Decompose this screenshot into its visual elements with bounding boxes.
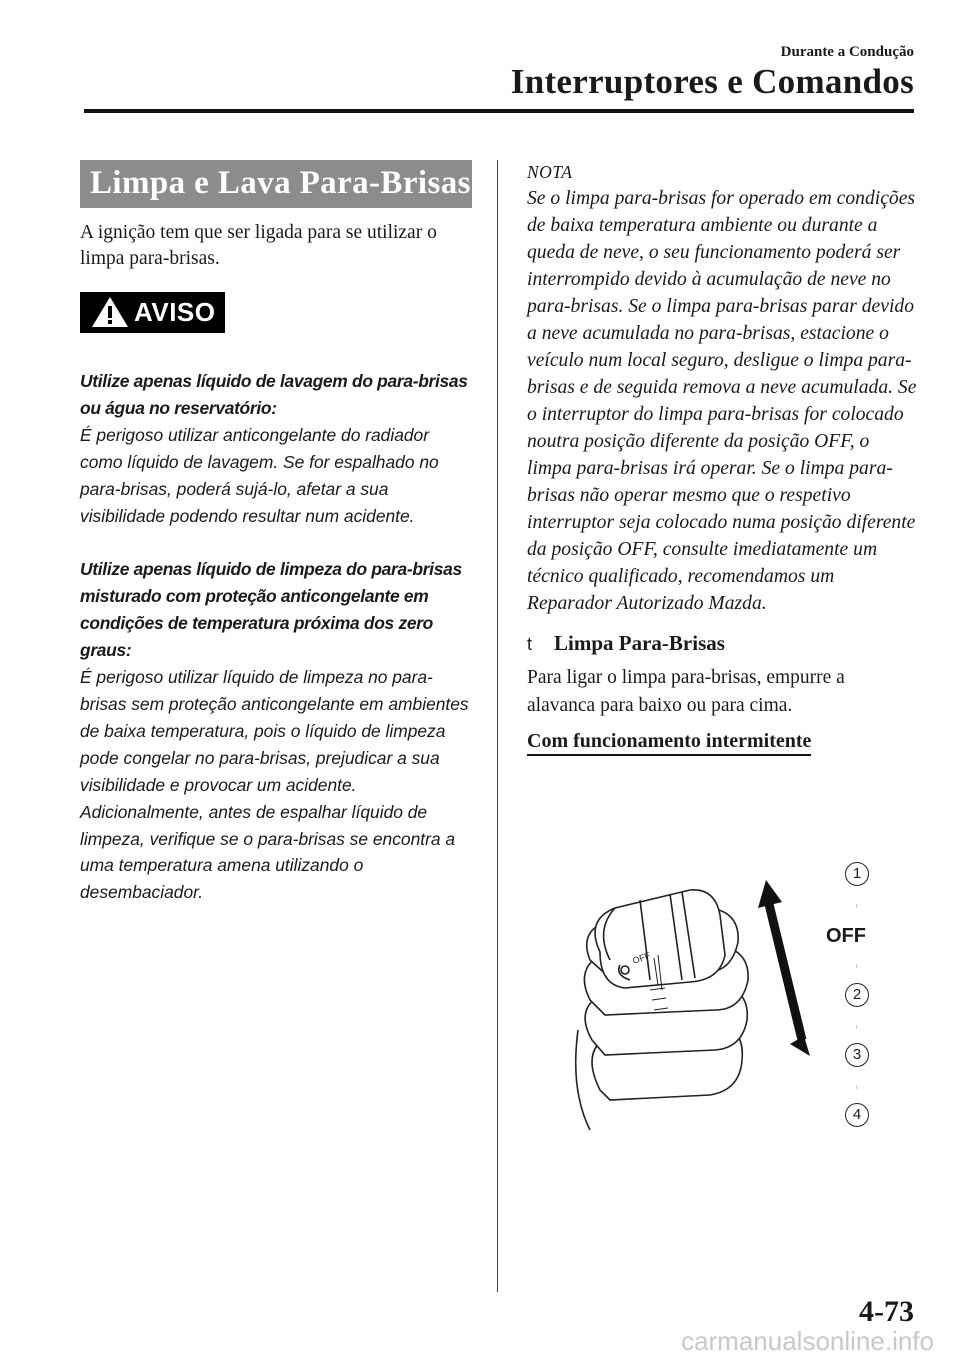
subsection-title: Limpa Para-Brisas bbox=[554, 631, 725, 655]
bullet-glyph: t bbox=[527, 634, 533, 654]
up-down-arrow-icon bbox=[856, 1078, 857, 1096]
off-position-label: OFF bbox=[826, 925, 866, 947]
warning-triangle-icon bbox=[90, 295, 130, 329]
warning-2-body: É perigoso utilizar líquido de limpeza no para-brisas sem proteção anticongelante em ambientes de baixa temperatura, pois o líquido de limpeza pode congelar no para-brisas, prejudicar a sua visibilidade e provocar um acidente. Adicionalmente, antes de espalhar líquido de limpeza, verifique se o para-brisas se encontra a uma temperatura amena utilizando o desembaciador. bbox=[80, 667, 469, 903]
warning-badge-label: AVISO bbox=[134, 296, 216, 327]
up-down-arrow-icon bbox=[856, 897, 857, 915]
header-rule bbox=[84, 109, 914, 113]
note-body: Se o limpa para-brisas for operado em condições de baixa temperatura ambiente ou durante a queda de neve, o seu funcionamento poderá ser interrompido devido à acumulação de neve no para-brisas. Se o limpa para-brisas parar devido a neve acumulada no para-brisas, estacione o veículo num local seguro, desligue o limpa para-brisas e de seguida remova a neve acumulada. Se o interruptor do limpa para-brisas for colocado noutra posição diferente da posição OFF, o limpa para-brisas irá operar. Se o limpa para-brisas não operar mesmo que o respetivo interruptor seja colocado numa posição diferente da posição OFF, consulte imediatamente um técnico qualificado, recomendamos um Reparador Autorizado Mazda. bbox=[527, 188, 917, 614]
up-down-arrow-icon bbox=[856, 1018, 857, 1036]
lever-off-text: OFF bbox=[631, 950, 652, 966]
watermark: carmanualsonline.info bbox=[681, 1326, 934, 1356]
warning-1-title: Utilize apenas líquido de lavagem do para-brisas ou água no reservatório: bbox=[80, 371, 468, 418]
wiper-lever-illustration bbox=[570, 860, 890, 1135]
note-heading: NOTA bbox=[527, 162, 573, 182]
right-column bbox=[527, 162, 917, 756]
warning-1-body: É perigoso utilizar anticongelante do radiador como líquido de lavagem. Se for espalhado no para-brisas, poderá sujá-lo, afetar a sua visibilidade podendo resultar num acidente. bbox=[80, 424, 439, 526]
section-heading: Interruptores e Comandos bbox=[510, 62, 914, 101]
warning-block-2 bbox=[80, 556, 472, 906]
position-marker-3: 3 bbox=[845, 1043, 869, 1067]
intermittent-heading: Com funcionamento intermitente bbox=[527, 730, 811, 756]
position-marker-4: 4 bbox=[845, 1103, 869, 1127]
position-marker-2: 2 bbox=[845, 983, 869, 1007]
up-down-arrow-icon bbox=[856, 957, 857, 975]
warning-badge bbox=[80, 292, 225, 333]
warning-2-title: Utilize apenas líquido de limpeza do para-brisas misturado com proteção anticongelante em condições de temperatura próxima dos zero graus: bbox=[80, 559, 462, 661]
subsection-text: Para ligar o limpa para-brisas, empurre a alavanca para baixo ou para cima. bbox=[527, 667, 845, 716]
position-marker-1: 1 bbox=[845, 862, 869, 886]
intro-text: A ignição tem que ser ligada para se utilizar o limpa para-brisas. bbox=[80, 222, 437, 269]
page-title: Limpa e Lava Para-Brisas bbox=[80, 160, 472, 208]
subsection-heading bbox=[527, 631, 917, 656]
page-number: 4-73 bbox=[859, 1295, 914, 1328]
column-divider bbox=[497, 160, 498, 1292]
chapter-label: Durante a Condução bbox=[780, 44, 914, 60]
left-column bbox=[80, 160, 472, 906]
warning-block-1 bbox=[80, 368, 472, 529]
